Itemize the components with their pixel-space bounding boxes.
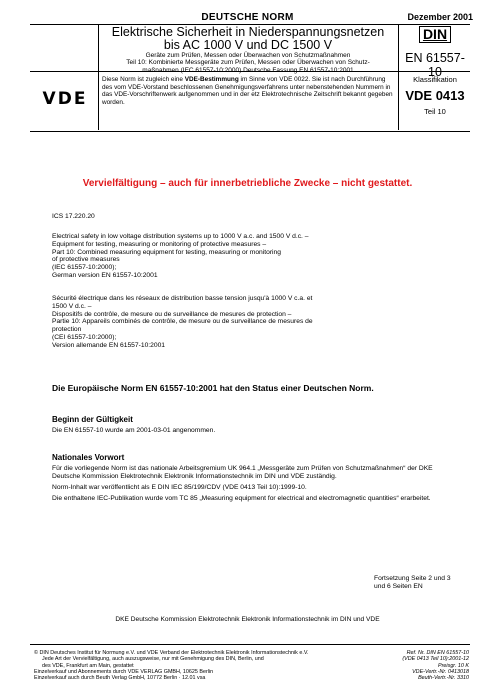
french-title-block [52, 295, 452, 350]
english-title-block [52, 233, 452, 280]
title-line-1: Elektrische Sicherheit in Niederspannungsnetzen [111, 25, 385, 39]
national-foreword-text [52, 465, 452, 506]
vde-notice [102, 76, 394, 106]
footer-line: © DIN Deutsches Institut für Normung e.V. und VDE Verband der Elektrotechnik Elektronik Informationstechnik e.V. [34, 650, 309, 656]
document-type-header: DEUTSCHE NORM [201, 12, 294, 23]
standard-title [100, 26, 396, 51]
copyright-footer [34, 650, 354, 681]
english-line: Equipment for testing, measuring or monitoring of protective measures – [52, 240, 267, 248]
footer-line: Jede Art der Vervielfältigung, auch auszugsweise, nur mit Genehmigung des DIN, Berlin, und [42, 656, 264, 663]
reference-line: Ref. Nr. DIN EN 61557-10 [406, 650, 469, 656]
dke-commission-line: DKE Deutsche Kommission Elektrotechnik Elektronik Informationstechnik im DIN und VDE [115, 616, 380, 623]
continuation-line-1: Fortsetzung Seite 2 und 3 [374, 575, 451, 582]
french-line: Version allemande EN 61557-10:2001 [52, 341, 166, 349]
english-line: of protective measures [52, 256, 120, 264]
english-line: (IEC 61557-10:2000); [52, 264, 117, 272]
french-line: 1500 V d.c. – [52, 302, 92, 310]
classification-label: Klassifikation [413, 75, 457, 84]
french-line: Dispositifs de contrôle, de mesure ou de surveillance de mesures de protection – [52, 310, 292, 318]
standard-subtitle [100, 52, 396, 74]
footer-line: Einzelverkauf und Abonnements durch VDE VERLAG GMBH, 10625 Berlin [34, 668, 214, 675]
continuation-note [374, 575, 451, 591]
copy-warning: Vervielfältigung – auch für innerbetriebliche Zwecke – nicht gestattet. [82, 178, 413, 189]
norm-status-statement: Die Europäische Norm EN 61557-10:2001 hat den Status einer Deutschen Norm. [52, 383, 374, 393]
din-logo-container [400, 26, 470, 44]
ics-code: ICS 17.220.20 [52, 213, 95, 220]
foreword-paragraph-2: Norm-Inhalt war veröffentlicht als E DIN IEC 85/199/CDV (VDE 0413 Teil 10):1999-10. [52, 483, 307, 491]
validity-text: Die EN 61557-10 wurde am 2001-03-01 angenommen. [52, 427, 216, 434]
continuation-line-2: und 6 Seiten EN [374, 583, 423, 590]
notice-text-post: im Sinne von VDE 0022. Sie ist nach Durchführung des vom VDE-Vorstand beschlossenen Genehmigungsverfahrens unter nebenstehenden Nummern in das VDE-Vorschriftenwerk aufgenommen und in der etz Elektrotechnische Zeitschrift bekannt gegeben worden. [102, 76, 393, 106]
footer-line: des VDE, Frankfurt am Main, gestattet [42, 662, 134, 669]
reference-line: (VDE 0413 Teil 10):2001-12 [402, 656, 469, 663]
english-line: German version EN 61557-10:2001 [52, 271, 158, 279]
title-line-2: bis AC 1000 V und DC 1500 V [163, 37, 333, 52]
reference-numbers [359, 650, 469, 681]
publication-date: Dezember 2001 [407, 12, 473, 22]
reference-line: Preisgr. 10 K [438, 662, 469, 669]
footer-line: Einzelverkauf auch durch Beuth Verlag GmbH, 10772 Berlin · 12.01 vsa [34, 675, 206, 682]
reference-line: Beuth-Vertr.-Nr. 3310 [418, 675, 469, 682]
din-logo: DIN [419, 26, 451, 43]
reference-line: VDE-Vertr.-Nr. 0413018 [412, 668, 469, 675]
subtitle-line-1: Geräte zum Prüfen, Messen oder Überwachen von Schutzmaßnahmen [145, 52, 351, 59]
foreword-paragraph-3: Die enthaltene IEC-Publikation wurde vom TC 85 „Measuring equipment for electrical and electromagnetic quantities“ erarbeitet. [52, 494, 431, 502]
en-standard-number: EN 61557-10 [405, 51, 465, 79]
vde-logo: VDE [42, 89, 88, 109]
title-divider-left [98, 24, 99, 130]
french-line: Sécurité électrique dans les réseaux de distribution basse tension jusqu'à 1000 V c.a. et [52, 295, 313, 302]
english-line: Electrical safety in low voltage distribution systems up to 1000 V a.c. and 1500 V d.c. – [52, 233, 309, 240]
classification-part: Teil 10 [424, 107, 446, 116]
foreword-paragraph-1: Für die vorliegende Norm ist das nationale Arbeitsgremium UK 964.1 „Messgeräte zum Prüfen von Schutzmaßnahmen“ der DKE Deutsche Kommission Elektrotechnik Elektronik Informationstechnik im DIN und VDE zuständig. [52, 465, 433, 480]
notice-text-bold: VDE-Bestimmung [184, 76, 239, 83]
footer-rule [30, 644, 470, 645]
validity-heading: Beginn der Gültigkeit [52, 415, 133, 424]
title-divider-right [398, 24, 399, 130]
notice-text-pre: Diese Norm ist zugleich eine [102, 76, 185, 83]
national-foreword-heading: Nationales Vorwort [52, 453, 125, 462]
french-line: Partie 10: Appareils combinés de contrôle, de mesure ou de surveillance de mesures de [52, 318, 313, 326]
subtitle-line-3: maßnahmen (IEC 61557-10:2000) Deutsche Fassung EN 61557-10:2001 [142, 66, 354, 74]
english-line: Part 10: Combined measuring equipment for testing, measuring or monitoring [52, 248, 281, 256]
subtitle-line-2: Teil 10: Kombinierte Messgeräte zum Prüfen, Messen oder Überwachen von Schutz- [126, 59, 370, 67]
french-line: protection [52, 326, 82, 334]
french-line: (CEI 61557-10:2000); [52, 333, 117, 341]
classification-value: VDE 0413 [405, 88, 465, 103]
